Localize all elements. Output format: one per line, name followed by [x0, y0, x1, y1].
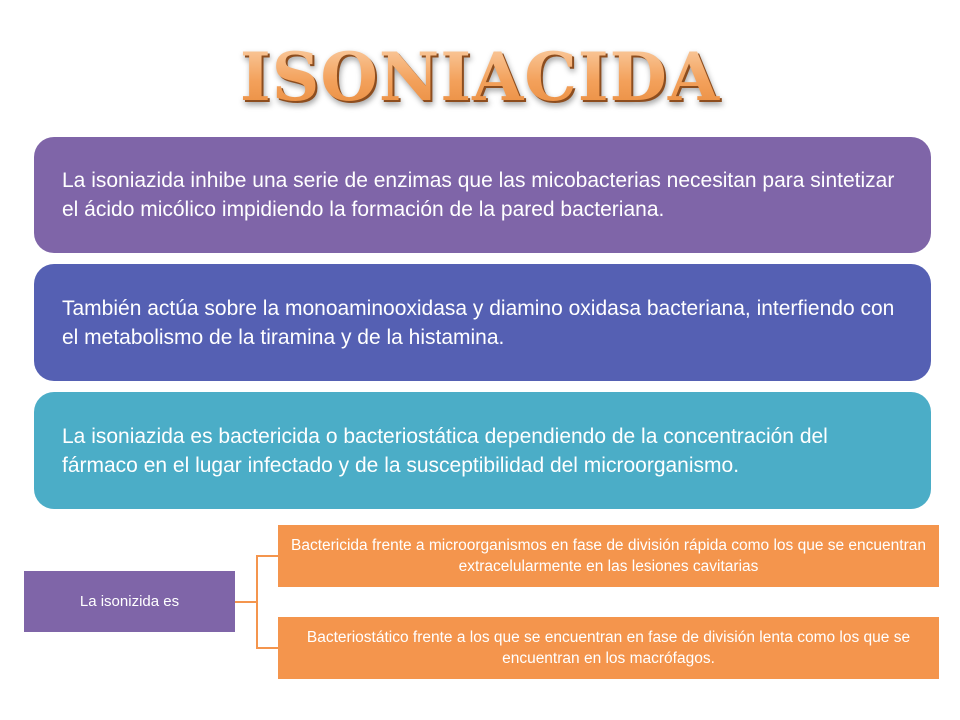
tree-child-bacteriostatico [278, 617, 939, 679]
tree-root-box [24, 571, 235, 632]
info-block-2-text: También actúa sobre la monoaminooxidasa y diamino oxidasa bacteriana, interfiendo con el metabolismo de la tiramina y de la histamina. [62, 296, 895, 349]
connector-line-upper [235, 556, 278, 602]
tree-child-bactericida [278, 525, 939, 587]
tree-child-bacteriostatico-text: Bacteriostático frente a los que se encuentran en fase de división lenta como los que se encuentran en los macrófagos. [306, 629, 911, 667]
page-title: ISONIACIDA [0, 38, 960, 116]
connector-line-lower [257, 602, 278, 648]
info-block-1-text: La isoniazida inhibe una serie de enzimas que las micobacterias necesitan para sintetizar el ácido micólico impidiendo la formación de la pared bacteriana. [62, 169, 895, 221]
tree-root-label: La isonizida es [79, 593, 180, 610]
tree-child-bactericida-text: Bactericida frente a microorganismos en fase de división rápida como los que se encuentran extracelularmente en las lesiones cavitarias [291, 537, 926, 575]
info-block-3-text: La isoniazida es bactericida o bacteriostática dependiendo de la concentración del fármaco en el lugar infectado y de la susceptibilidad del microorganismo. [62, 424, 828, 477]
